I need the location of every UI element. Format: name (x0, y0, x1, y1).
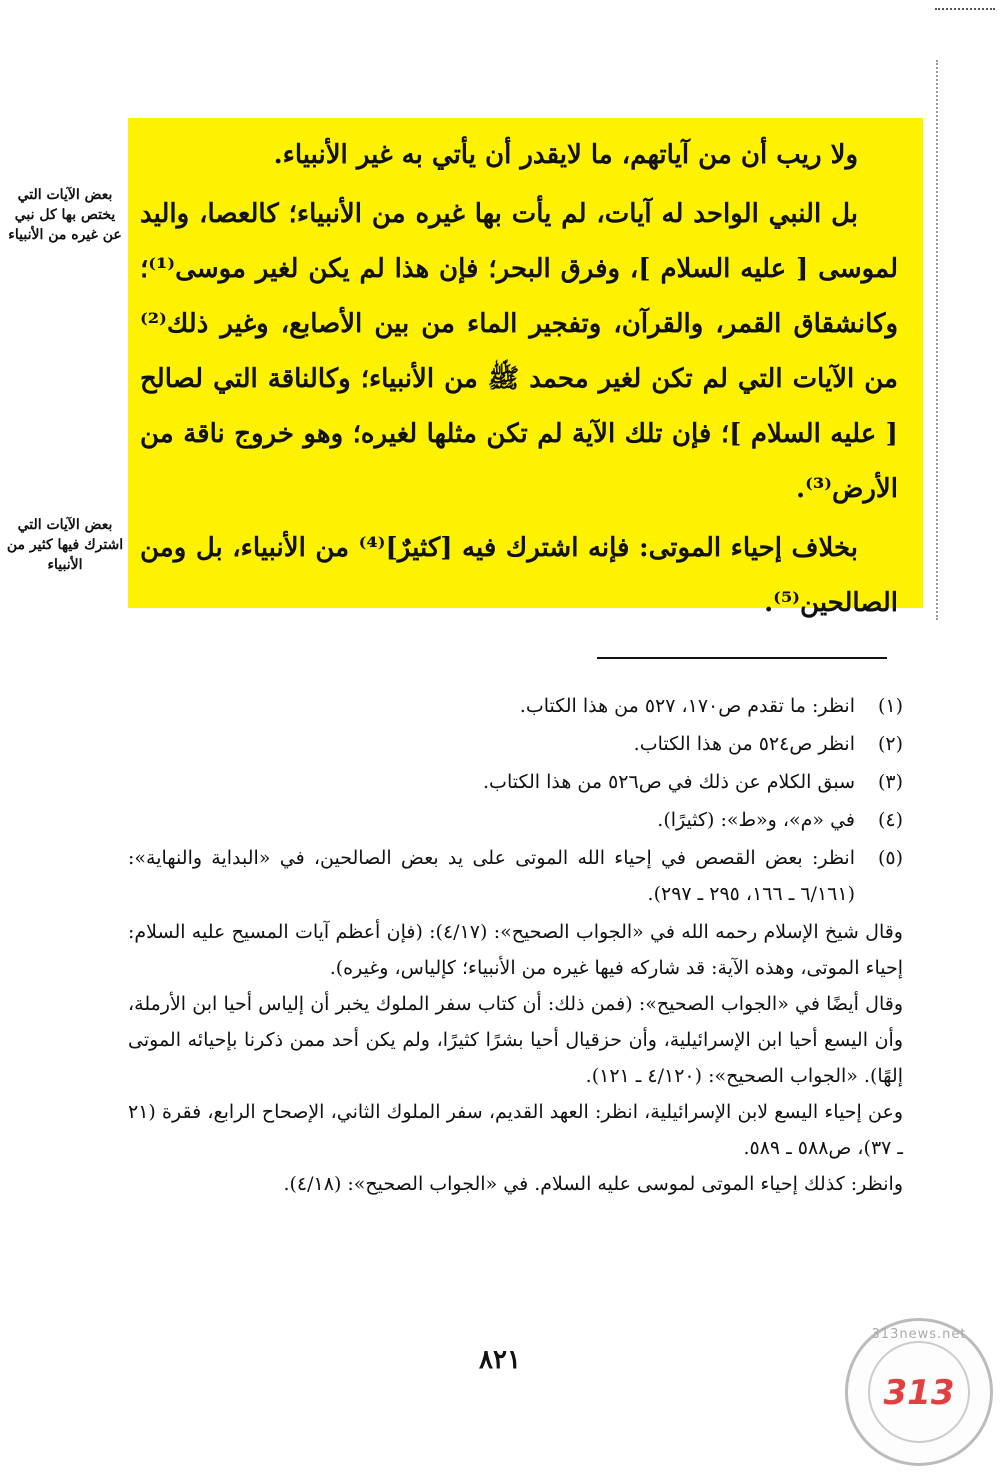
footnotes-block (128, 688, 903, 1202)
footnote-text: سبق الكلام عن ذلك في ص٥٢٦ من هذا الكتاب. (483, 771, 855, 793)
footnote-4 (128, 802, 903, 838)
footnote-number: (١) (877, 695, 903, 717)
footnote-text: انظر ص٥٢٤ من هذا الكتاب. (633, 733, 855, 755)
page-number: ٨٢١ (479, 1345, 521, 1375)
margin-note-1: بعض الآيات التي يختص بها كل نبي عن غيره من الأنبياء (8, 187, 122, 243)
side-dotted-rule (936, 60, 938, 620)
footnote-number: (٣) (877, 771, 903, 793)
watermark-stamp (845, 1318, 993, 1466)
paragraph-3: بخلاف إحياء الموتى: فإنه اشترك فيه [كثيرٌ]⁽⁴⁾ من الأنبياء، بل ومن الصالحين⁽⁵⁾. (140, 533, 898, 618)
footnote-continuation-3: وعن إحياء اليسع لابن الإسرائيلية، انظر: العهد القديم، سفر الملوك الثاني، الإصحاح الرابع، فقرة (٢١ ـ ٣٧)، ص٥٨٨ ـ ٥٨٩. (128, 1101, 903, 1159)
footnote-continuation-2: وقال أيضًا في «الجواب الصحيح»: (فمن ذلك: أن كتاب سفر الملوك يخبر أن إلياس أحيا ابن الأرملة، وأن اليسع أحيا ابن الإسرائيلية، وأن حزقيال أحيا بشرًا كثيرًا، ولم يكن أحد ممن ذكرنا بإحيائه الموتى إلهًا). «الجواب الصحيح»: (٤/١٢٠ ـ ١٢١). (128, 993, 903, 1087)
footnote-continuation-1: وقال شيخ الإسلام رحمه الله في «الجواب الصحيح»: (٤/١٧): (فإن أعظم آيات المسيح عليه السلام: إحياء الموتى، وهذه الآية: قد شاركه فيها غيره من الأنبياء؛ كإلياس، وغيره). (128, 921, 903, 979)
footnote-2 (128, 726, 903, 762)
footnote-continuation-4: وانظر: كذلك إحياء الموتى لموسى عليه السلام. في «الجواب الصحيح»: (٤/١٨). (283, 1173, 903, 1195)
paragraph-1: ولا ريب أن من آياتهم، ما لايقدر أن يأتي به غير الأنبياء. (273, 140, 858, 170)
footnote-3 (128, 764, 903, 800)
footnote-1 (128, 688, 903, 724)
footnote-5 (128, 840, 903, 912)
footnote-number: (٤) (877, 809, 903, 831)
top-dotted-rule (935, 8, 995, 13)
footnote-number: (٢) (877, 733, 903, 755)
main-text-block (140, 128, 898, 631)
footnote-separator (597, 657, 887, 659)
footnote-text: انظر: بعض القصص في إحياء الله الموتى على يد بعض الصالحين، في «البداية والنهاية»: (٦/١٦١ ـ ١٦٦، ٢٩٥ ـ ٢٩٧). (128, 847, 855, 905)
stamp-site-text: 313news.net (871, 1327, 967, 1342)
footnote-text: في «م»، و«ط»: (كثيرًا). (657, 809, 855, 831)
stamp-center-text: 313 (883, 1373, 955, 1413)
margin-note-2: بعض الآيات التي اشترك فيها كثير من الأنبياء (6, 517, 124, 573)
footnote-text: انظر: ما تقدم ص١٧٠، ٥٢٧ من هذا الكتاب. (519, 695, 855, 717)
paragraph-2: بل النبي الواحد له آيات، لم يأت بها غيره من الأنبياء؛ كالعصا، واليد لموسى [ عليه السلام ]، وفرق البحر؛ فإن هذا لم يكن لغير موسى⁽¹⁾؛ وكانشقاق القمر، والقرآن، وتفجير الماء من بين الأصابع، وغير ذلك⁽²⁾ من الآيات التي لم تكن لغير محمد ﷺ من الأنبياء؛ وكالناقة التي لصالح [ عليه السلام ]؛ فإن تلك الآية لم تكن مثلها لغيره؛ وهو خروج ناقة من الأرض⁽³⁾. (140, 199, 898, 504)
footnote-number: (٥) (877, 847, 903, 869)
